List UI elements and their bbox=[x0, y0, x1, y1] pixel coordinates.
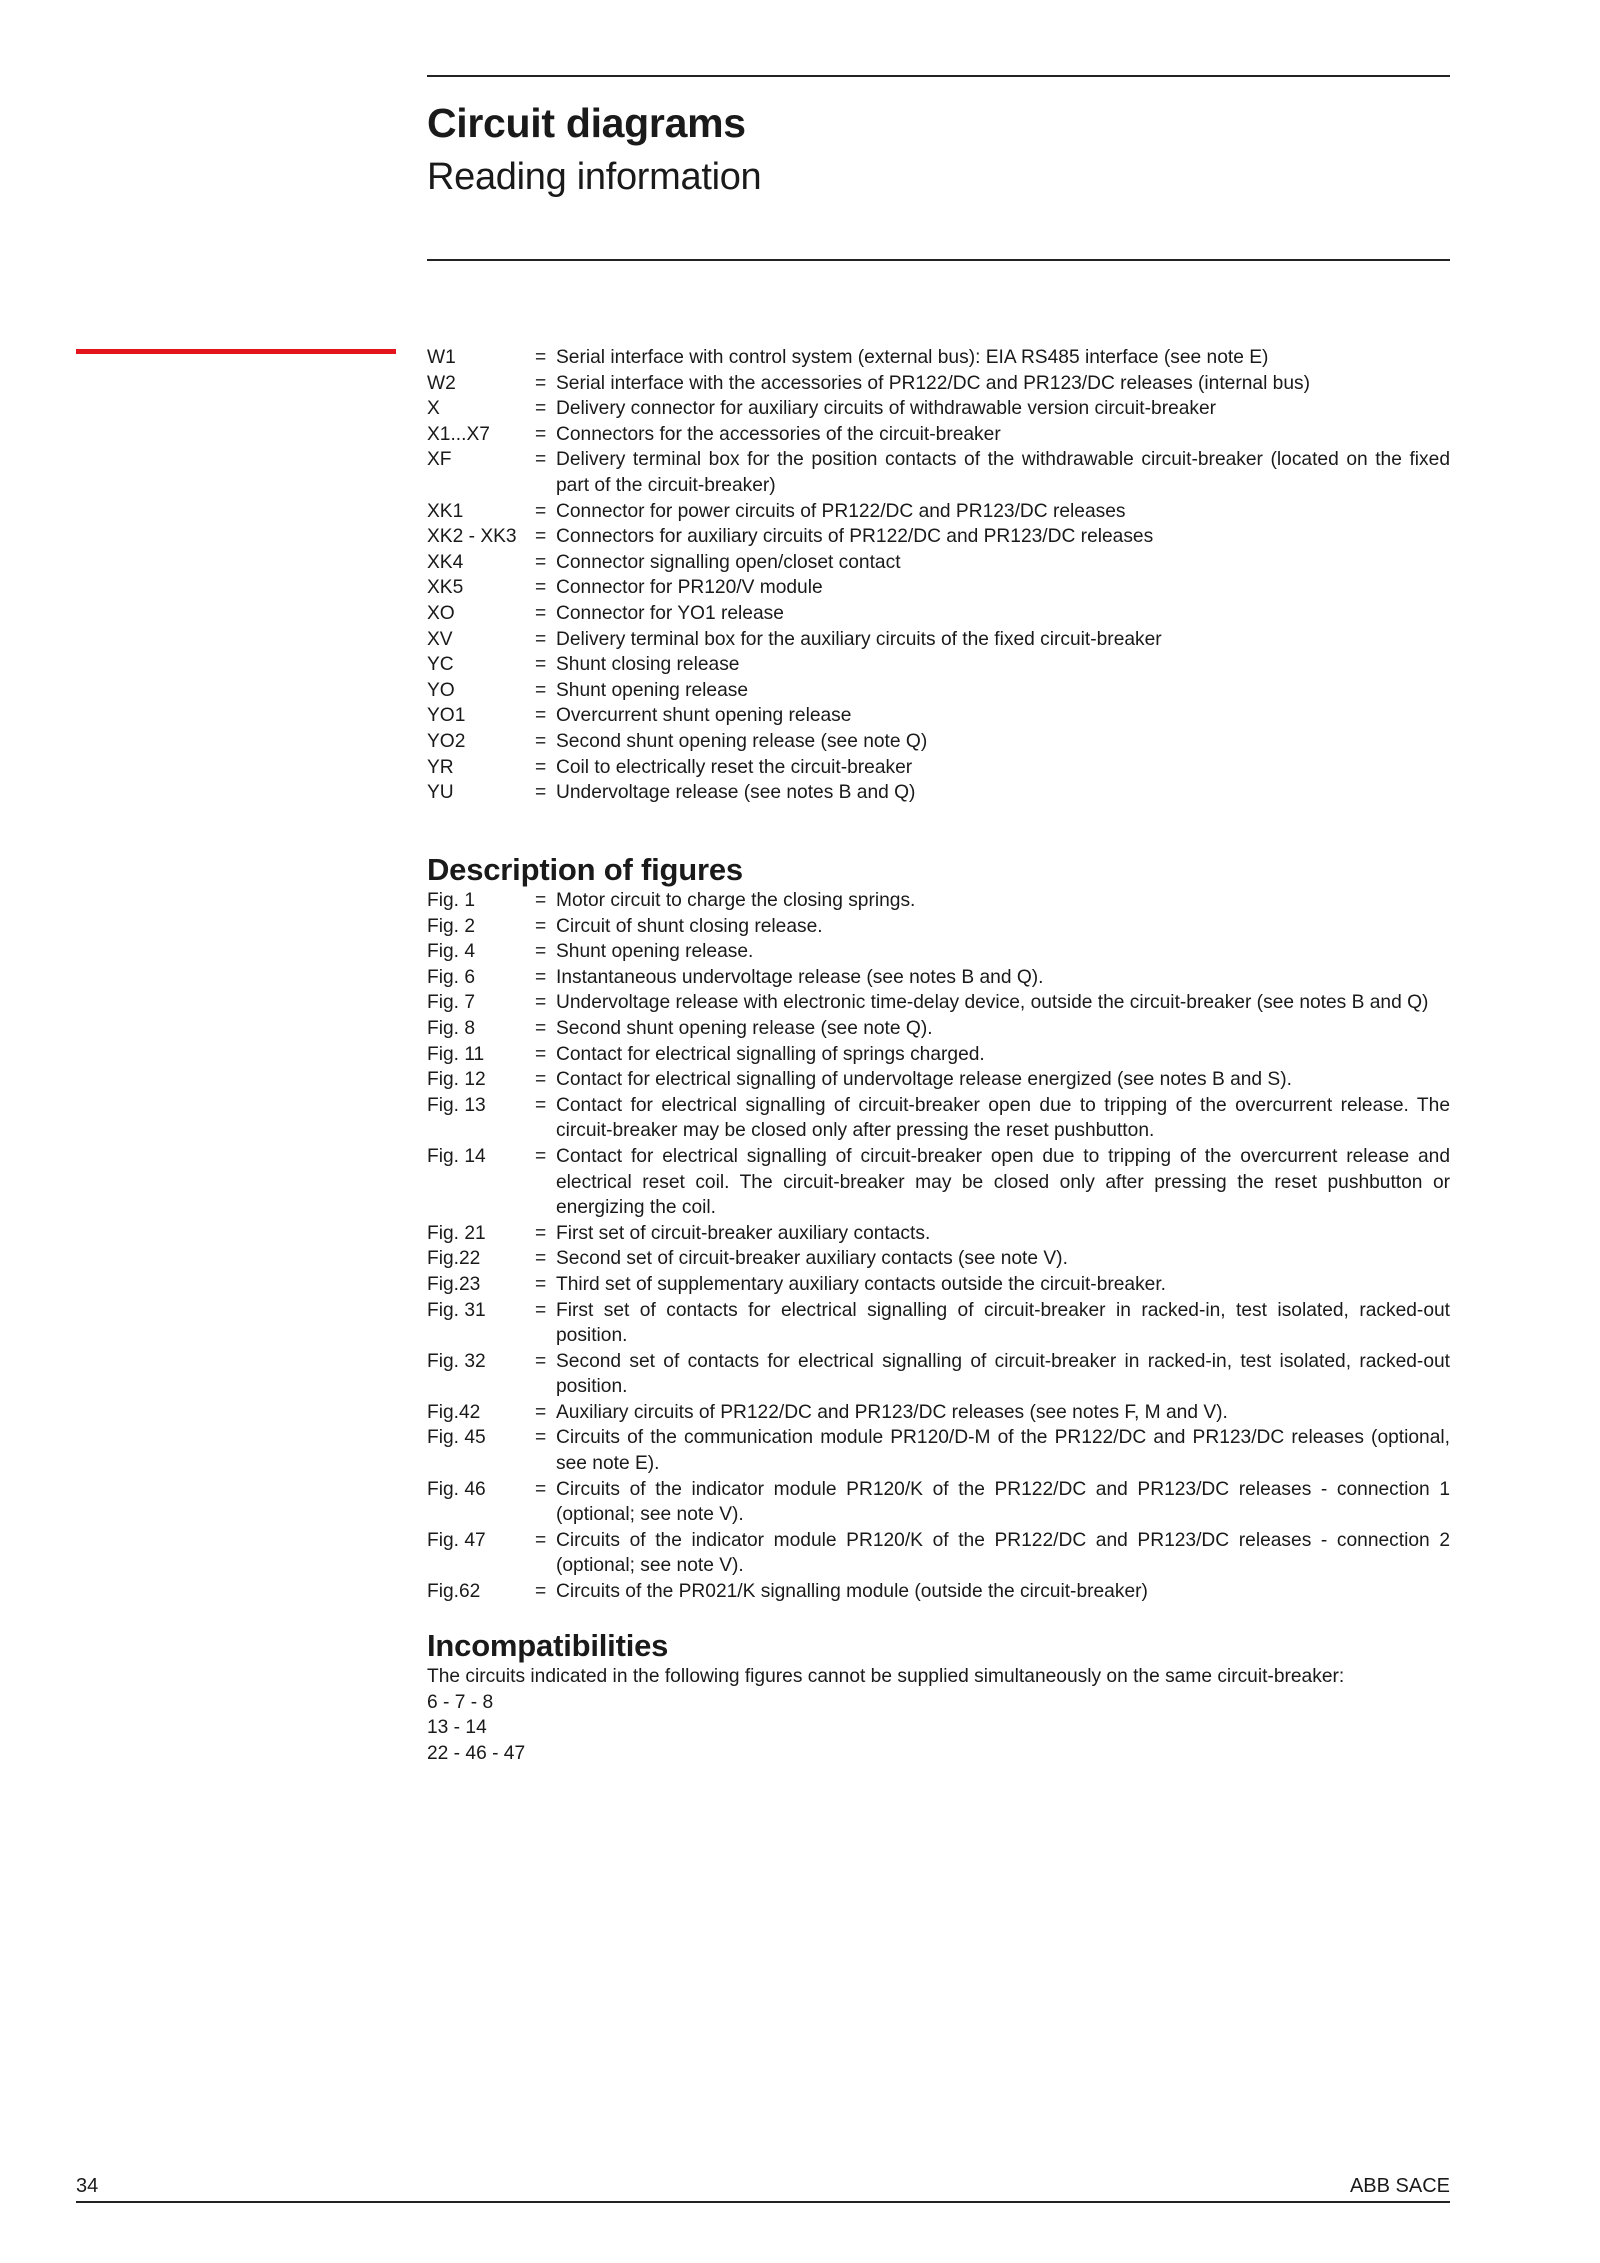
legend-row bbox=[427, 345, 1450, 371]
legend-code: YO1 bbox=[427, 705, 466, 727]
legend-code: XO bbox=[427, 602, 455, 624]
page-title: Circuit diagrams bbox=[427, 100, 746, 146]
legend-row bbox=[427, 729, 1450, 755]
legend-eq: = bbox=[535, 654, 547, 676]
figure-code: Fig.23 bbox=[427, 1273, 481, 1295]
figure-row bbox=[427, 888, 1450, 914]
figure-code: Fig. 12 bbox=[427, 1069, 486, 1091]
figure-row bbox=[427, 1477, 1450, 1528]
page-subtitle: Reading information bbox=[427, 156, 762, 198]
legend-row bbox=[427, 422, 1450, 448]
figure-desc: Circuit of shunt closing release. bbox=[556, 915, 823, 937]
legend-row bbox=[427, 499, 1450, 525]
legend-code: XV bbox=[427, 628, 453, 650]
legend-row bbox=[427, 447, 1450, 498]
figure-desc: Second set of circuit-breaker auxiliary contacts (see note V). bbox=[556, 1248, 1068, 1270]
legend-desc: Connectors for auxiliary circuits of PR122/DC and PR123/DC releases bbox=[556, 526, 1154, 548]
legend-eq: = bbox=[535, 679, 547, 701]
figure-eq: = bbox=[535, 1401, 547, 1423]
figure-eq: = bbox=[535, 941, 547, 963]
figure-eq: = bbox=[535, 1145, 547, 1167]
incompatibility-group: 6 - 7 - 8 bbox=[427, 1691, 494, 1713]
legend-desc: Serial interface with the accessories of PR122/DC and PR123/DC releases (internal bus) bbox=[556, 372, 1310, 394]
figure-eq: = bbox=[535, 1043, 547, 1065]
figure-row bbox=[427, 1246, 1450, 1272]
figure-row bbox=[427, 1221, 1450, 1247]
legend-code: XK5 bbox=[427, 577, 464, 599]
incompatibilities-heading: Incompatibilities bbox=[427, 1628, 669, 1663]
incompatibility-group: 13 - 14 bbox=[427, 1717, 487, 1739]
legend-row bbox=[427, 601, 1450, 627]
figure-row bbox=[427, 965, 1450, 991]
figure-eq: = bbox=[535, 1248, 547, 1270]
figure-desc: Contact for electrical signalling of circuit-breaker open due to tripping of the overcurrent release. The circuit-breaker may be closed only after pressing the reset pushbutton. bbox=[556, 1094, 1450, 1142]
legend-eq: = bbox=[535, 423, 547, 445]
legend-row bbox=[427, 396, 1450, 422]
figure-desc: Undervoltage release with electronic time-delay device, outside the circuit-breaker (see notes B and Q) bbox=[556, 992, 1429, 1014]
figure-eq: = bbox=[535, 1478, 547, 1500]
figure-desc: First set of contacts for electrical signalling of circuit-breaker in racked-in, test isolated, racked-out position. bbox=[556, 1299, 1450, 1347]
figure-code: Fig.22 bbox=[427, 1248, 481, 1270]
figure-eq: = bbox=[535, 1299, 547, 1321]
footer-brand: ABB SACE bbox=[1349, 2175, 1450, 2197]
figure-row bbox=[427, 1579, 1450, 1605]
figure-desc: Circuits of the indicator module PR120/K of the PR122/DC and PR123/DC releases - connection 2 (optional; see note V). bbox=[556, 1529, 1450, 1577]
figure-row bbox=[427, 1042, 1450, 1068]
figure-row bbox=[427, 939, 1450, 965]
figure-row bbox=[427, 1067, 1450, 1093]
page-number: 34 bbox=[76, 2175, 99, 2197]
figure-desc: Contact for electrical signalling of undervoltage release energized (see notes B and S). bbox=[556, 1069, 1292, 1091]
figure-eq: = bbox=[535, 1017, 547, 1039]
figure-row bbox=[427, 1298, 1450, 1349]
figure-desc: Shunt opening release. bbox=[556, 941, 754, 963]
figure-eq: = bbox=[535, 1529, 547, 1551]
figure-eq: = bbox=[535, 1222, 547, 1244]
figure-code: Fig. 8 bbox=[427, 1017, 475, 1039]
legend-desc: Shunt closing release bbox=[556, 654, 740, 676]
legend-eq: = bbox=[535, 347, 547, 368]
incompatibility-group: 22 - 46 - 47 bbox=[427, 1742, 526, 1764]
figure-eq: = bbox=[535, 1069, 547, 1091]
figure-desc: Third set of supplementary auxiliary contacts outside the circuit-breaker. bbox=[556, 1273, 1167, 1295]
legend-eq: = bbox=[535, 705, 547, 727]
legend-desc: Connector for YO1 release bbox=[556, 602, 784, 624]
figure-code: Fig. 2 bbox=[427, 915, 475, 937]
legend-row bbox=[427, 575, 1450, 601]
legend-desc: Delivery connector for auxiliary circuits of withdrawable version circuit-breaker bbox=[556, 398, 1217, 420]
figure-row bbox=[427, 1093, 1450, 1144]
red-accent-bar bbox=[76, 349, 396, 354]
legend-eq: = bbox=[535, 551, 547, 573]
top-rule bbox=[427, 75, 1450, 77]
legend-code: YR bbox=[427, 756, 454, 778]
figure-eq: = bbox=[535, 966, 547, 988]
figure-desc: Motor circuit to charge the closing springs. bbox=[556, 890, 916, 911]
figure-eq: = bbox=[535, 1427, 547, 1449]
figure-row bbox=[427, 1425, 1450, 1476]
legend-desc: Connector for PR120/V module bbox=[556, 577, 823, 599]
legend-code: XK2 - XK3 bbox=[427, 526, 517, 548]
legend-eq: = bbox=[535, 602, 547, 624]
legend-desc: Delivery terminal box for the auxiliary circuits of the fixed circuit-breaker bbox=[556, 628, 1162, 650]
figure-desc: Second set of contacts for electrical signalling of circuit-breaker in racked-in, test isolated, racked-out position. bbox=[556, 1350, 1450, 1398]
legend-eq: = bbox=[535, 398, 547, 420]
figure-code: Fig. 13 bbox=[427, 1094, 486, 1116]
figure-code: Fig. 1 bbox=[427, 890, 475, 911]
figure-code: Fig. 11 bbox=[427, 1043, 485, 1065]
figure-code: Fig. 31 bbox=[427, 1299, 486, 1321]
legend-code: X bbox=[427, 398, 440, 420]
legend-desc: Undervoltage release (see notes B and Q) bbox=[556, 782, 916, 804]
legend-desc: Coil to electrically reset the circuit-breaker bbox=[556, 756, 913, 778]
legend-row bbox=[427, 755, 1450, 781]
legend-code: W1 bbox=[427, 347, 456, 368]
figures-section bbox=[427, 852, 1450, 1605]
legend-row bbox=[427, 678, 1450, 704]
incompatibilities-section bbox=[427, 1628, 1450, 1766]
legend-eq: = bbox=[535, 756, 547, 778]
legend-eq: = bbox=[535, 526, 547, 548]
figure-code: Fig. 7 bbox=[427, 992, 475, 1014]
legend-desc: Connectors for the accessories of the circuit-breaker bbox=[556, 423, 1001, 445]
figure-desc: Circuits of the communication module PR120/D-M of the PR122/DC and PR123/DC releases (optional, see note E). bbox=[556, 1427, 1450, 1475]
legend-code: YC bbox=[427, 654, 454, 676]
figure-code: Fig.62 bbox=[427, 1581, 481, 1603]
legend-row bbox=[427, 703, 1450, 729]
legend-code: XK1 bbox=[427, 500, 464, 522]
figure-eq: = bbox=[535, 992, 547, 1014]
legend-desc: Connector signalling open/closet contact bbox=[556, 551, 901, 573]
figure-row bbox=[427, 1349, 1450, 1400]
legend-eq: = bbox=[535, 628, 547, 650]
legend-desc: Delivery terminal box for the position contacts of the withdrawable circuit-breaker (located on the fixed part of the circuit-breaker) bbox=[556, 449, 1450, 496]
legend-row bbox=[427, 652, 1450, 678]
legend-eq: = bbox=[535, 500, 547, 522]
figure-code: Fig. 45 bbox=[427, 1427, 486, 1449]
figure-eq: = bbox=[535, 1094, 547, 1116]
figure-eq: = bbox=[535, 1273, 547, 1295]
figure-code: Fig. 46 bbox=[427, 1478, 486, 1500]
figure-row bbox=[427, 1144, 1450, 1221]
figure-row bbox=[427, 990, 1450, 1016]
figure-eq: = bbox=[535, 890, 547, 911]
legend-code: YO bbox=[427, 679, 455, 701]
legend-eq: = bbox=[535, 782, 547, 804]
figure-row bbox=[427, 914, 1450, 940]
legend-row bbox=[427, 780, 1450, 806]
figure-code: Fig. 32 bbox=[427, 1350, 486, 1372]
figure-desc: Contact for electrical signalling of circuit-breaker open due to tripping of the overcurrent release and electrical reset coil. The circuit-breaker may be closed only after pressing the reset pushbutton or energizing the coil. bbox=[556, 1145, 1450, 1219]
legend-eq: = bbox=[535, 730, 547, 752]
figure-code: Fig. 6 bbox=[427, 966, 475, 988]
legend-list bbox=[427, 345, 1450, 806]
figure-desc: Circuits of the PR021/K signalling module (outside the circuit-breaker) bbox=[556, 1581, 1148, 1603]
legend-code: XF bbox=[427, 449, 452, 471]
legend-code: YO2 bbox=[427, 730, 466, 752]
figure-code: Fig.42 bbox=[427, 1401, 481, 1423]
legend-row bbox=[427, 524, 1450, 550]
figure-code: Fig. 21 bbox=[427, 1222, 486, 1244]
figure-eq: = bbox=[535, 1350, 547, 1372]
legend-code: X1...X7 bbox=[427, 423, 490, 445]
figure-row bbox=[427, 1016, 1450, 1042]
legend-eq: = bbox=[535, 577, 547, 599]
footer-rule bbox=[76, 2201, 1450, 2203]
legend-row bbox=[427, 371, 1450, 397]
figure-desc: Auxiliary circuits of PR122/DC and PR123/DC releases (see notes F, M and V). bbox=[556, 1401, 1228, 1423]
figure-desc: Circuits of the indicator module PR120/K of the PR122/DC and PR123/DC releases - connection 1 (optional; see note V). bbox=[556, 1478, 1450, 1526]
legend-row bbox=[427, 627, 1450, 653]
figures-heading: Description of figures bbox=[427, 852, 743, 887]
legend-desc: Overcurrent shunt opening release bbox=[556, 705, 852, 727]
legend-code: XK4 bbox=[427, 551, 464, 573]
figure-eq: = bbox=[535, 915, 547, 937]
figure-desc: First set of circuit-breaker auxiliary contacts. bbox=[556, 1222, 931, 1244]
figure-desc: Instantaneous undervoltage release (see notes B and Q). bbox=[556, 966, 1044, 988]
figure-code: Fig. 4 bbox=[427, 941, 475, 963]
figure-code: Fig. 14 bbox=[427, 1145, 486, 1167]
figure-row bbox=[427, 1528, 1450, 1579]
figure-row bbox=[427, 1400, 1450, 1426]
legend-desc: Connector for power circuits of PR122/DC and PR123/DC releases bbox=[556, 500, 1126, 522]
legend-code: W2 bbox=[427, 372, 456, 394]
header-rule bbox=[427, 259, 1450, 261]
legend-eq: = bbox=[535, 449, 547, 471]
figure-eq: = bbox=[535, 1581, 547, 1603]
legend-eq: = bbox=[535, 372, 547, 394]
legend-desc: Shunt opening release bbox=[556, 679, 749, 701]
legend-desc: Second shunt opening release (see note Q) bbox=[556, 730, 928, 752]
incompatibilities-intro: The circuits indicated in the following figures cannot be supplied simultaneously on the same circuit-breaker: bbox=[427, 1666, 1345, 1687]
legend-row bbox=[427, 550, 1450, 576]
figure-code: Fig. 47 bbox=[427, 1529, 486, 1551]
figure-desc: Second shunt opening release (see note Q). bbox=[556, 1017, 933, 1039]
figure-row bbox=[427, 1272, 1450, 1298]
legend-code: YU bbox=[427, 782, 454, 804]
legend-desc: Serial interface with control system (external bus): EIA RS485 interface (see note E) bbox=[556, 347, 1269, 368]
figure-desc: Contact for electrical signalling of springs charged. bbox=[556, 1043, 985, 1065]
